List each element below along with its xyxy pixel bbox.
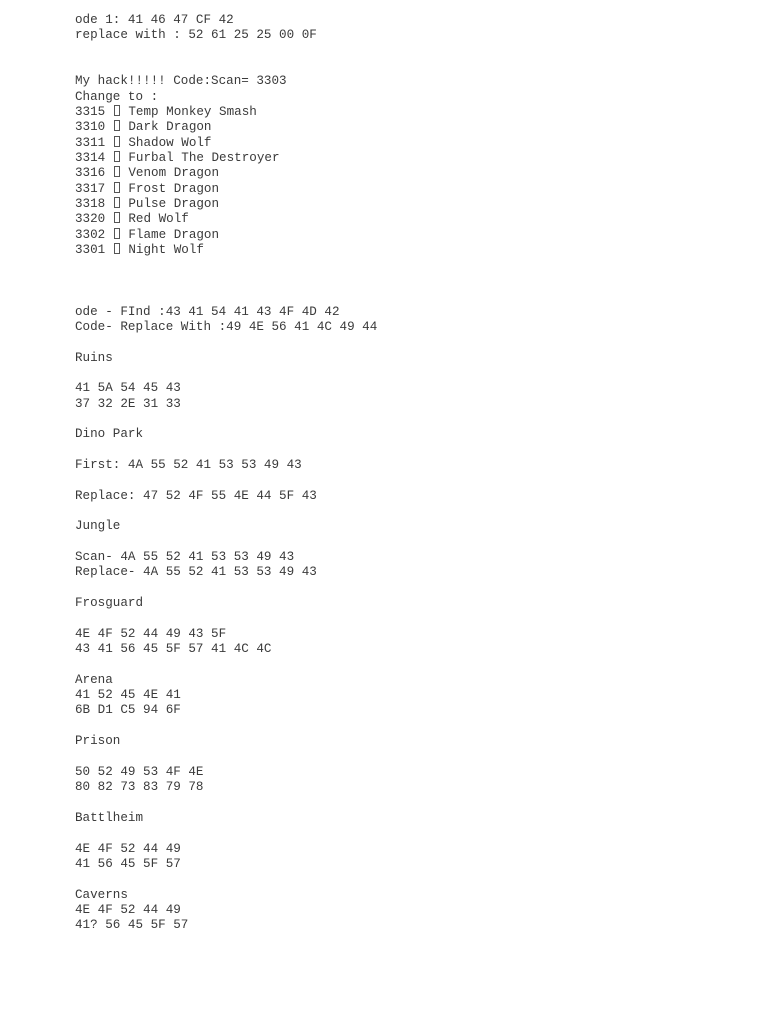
- hex-line: 4E 4F 52 44 49 43 5F: [75, 626, 227, 641]
- item-name: Temp Monkey Smash: [128, 105, 257, 120]
- section-title-battlheim: Battlheim: [75, 810, 144, 825]
- change-to-label: Change to :: [75, 89, 159, 104]
- spacer: [75, 535, 755, 550]
- item-code: 3316: [75, 166, 106, 181]
- item-name: Dark Dragon: [128, 120, 212, 135]
- hex-line: 43 41 56 45 5F 57 41 4C 4C: [75, 642, 272, 657]
- missing-glyph-icon: [114, 228, 120, 239]
- missing-glyph-icon: [114, 105, 120, 116]
- hex-line: 80 82 73 83 79 78: [75, 780, 204, 795]
- list-item: [75, 105, 755, 120]
- item-name: Frost Dragon: [128, 181, 220, 196]
- hex-line: 41 52 45 4E 41: [75, 688, 181, 703]
- spacer: [75, 872, 755, 887]
- item-name: Furbal The Destroyer: [128, 151, 280, 166]
- spacer: [75, 443, 755, 458]
- spacer: [75, 412, 755, 427]
- item-name: Venom Dragon: [128, 166, 220, 181]
- missing-glyph-icon: [114, 212, 120, 223]
- list-item: [75, 136, 755, 151]
- section-title-dino-park: Dino Park: [75, 427, 144, 442]
- spacer: [75, 581, 755, 596]
- list-item: [75, 243, 755, 258]
- item-name: Red Wolf: [128, 212, 189, 227]
- list-item: [75, 120, 755, 135]
- section-title-arena: Arena: [75, 672, 113, 687]
- list-item: [75, 228, 755, 243]
- spacer: [75, 657, 755, 672]
- document-page: [75, 13, 755, 934]
- hex-line: 4E 4F 52 44 49: [75, 902, 181, 917]
- spacer: [75, 750, 755, 765]
- spacer: [75, 473, 755, 488]
- hex-line: 4E 4F 52 44 49: [75, 841, 181, 856]
- section-title-jungle: Jungle: [75, 519, 121, 534]
- spacer: [75, 796, 755, 811]
- code-line: ode 1: 41 46 47 CF 42: [75, 13, 234, 27]
- spacer: [75, 826, 755, 841]
- list-item: [75, 182, 755, 197]
- item-code: 3315: [75, 105, 106, 120]
- spacer: [75, 44, 755, 75]
- hex-line: 6B D1 C5 94 6F: [75, 703, 181, 718]
- item-code: 3301: [75, 243, 106, 258]
- spacer: [75, 259, 755, 305]
- spacer: [75, 719, 755, 734]
- hex-line: 41 56 45 5F 57: [75, 856, 181, 871]
- hex-line: 50 52 49 53 4F 4E: [75, 764, 204, 779]
- section-title-frosguard: Frosguard: [75, 596, 144, 611]
- spacer: [75, 504, 755, 519]
- missing-glyph-icon: [114, 151, 120, 162]
- spacer: [75, 366, 755, 381]
- hex-line: Scan- 4A 55 52 41 53 53 49 43: [75, 550, 295, 565]
- spacer: [75, 335, 755, 350]
- item-name: Pulse Dragon: [128, 197, 220, 212]
- item-code: 3318: [75, 197, 106, 212]
- hex-line: 41 5A 54 45 43: [75, 381, 181, 396]
- hex-line: Replace- 4A 55 52 41 53 53 49 43: [75, 565, 317, 580]
- hex-line: First: 4A 55 52 41 53 53 49 43: [75, 457, 302, 472]
- item-name: Flame Dragon: [128, 227, 220, 242]
- missing-glyph-icon: [114, 166, 120, 177]
- item-code: 3320: [75, 212, 106, 227]
- list-item: [75, 197, 755, 212]
- item-code: 3311: [75, 135, 106, 150]
- replace-with-line: Code- Replace With :49 4E 56 41 4C 49 44: [75, 319, 378, 334]
- missing-glyph-icon: [114, 197, 120, 208]
- item-code: 3302: [75, 227, 106, 242]
- hack-list: [75, 105, 755, 258]
- item-code: 3317: [75, 181, 106, 196]
- hex-line: 37 32 2E 31 33: [75, 396, 181, 411]
- list-item: [75, 166, 755, 181]
- spacer: [75, 611, 755, 626]
- section-title-prison: Prison: [75, 734, 121, 749]
- missing-glyph-icon: [114, 136, 120, 147]
- list-item: [75, 212, 755, 227]
- section-title-ruins: Ruins: [75, 350, 113, 365]
- hack-title: My hack!!!!! Code:Scan= 3303: [75, 74, 287, 89]
- missing-glyph-icon: [114, 243, 120, 254]
- item-code: 3310: [75, 120, 106, 135]
- hex-line: Replace: 47 52 4F 55 4E 44 5F 43: [75, 488, 317, 503]
- item-name: Night Wolf: [128, 243, 204, 258]
- missing-glyph-icon: [114, 120, 120, 131]
- item-code: 3314: [75, 151, 106, 166]
- item-name: Shadow Wolf: [128, 135, 212, 150]
- section-title-caverns: Caverns: [75, 887, 128, 902]
- missing-glyph-icon: [114, 182, 120, 193]
- hex-line: 41? 56 45 5F 57: [75, 918, 189, 933]
- find-line: ode - FInd :43 41 54 41 43 4F 4D 42: [75, 304, 340, 319]
- replace-line: replace with : 52 61 25 25 00 0F: [75, 28, 317, 43]
- list-item: [75, 151, 755, 166]
